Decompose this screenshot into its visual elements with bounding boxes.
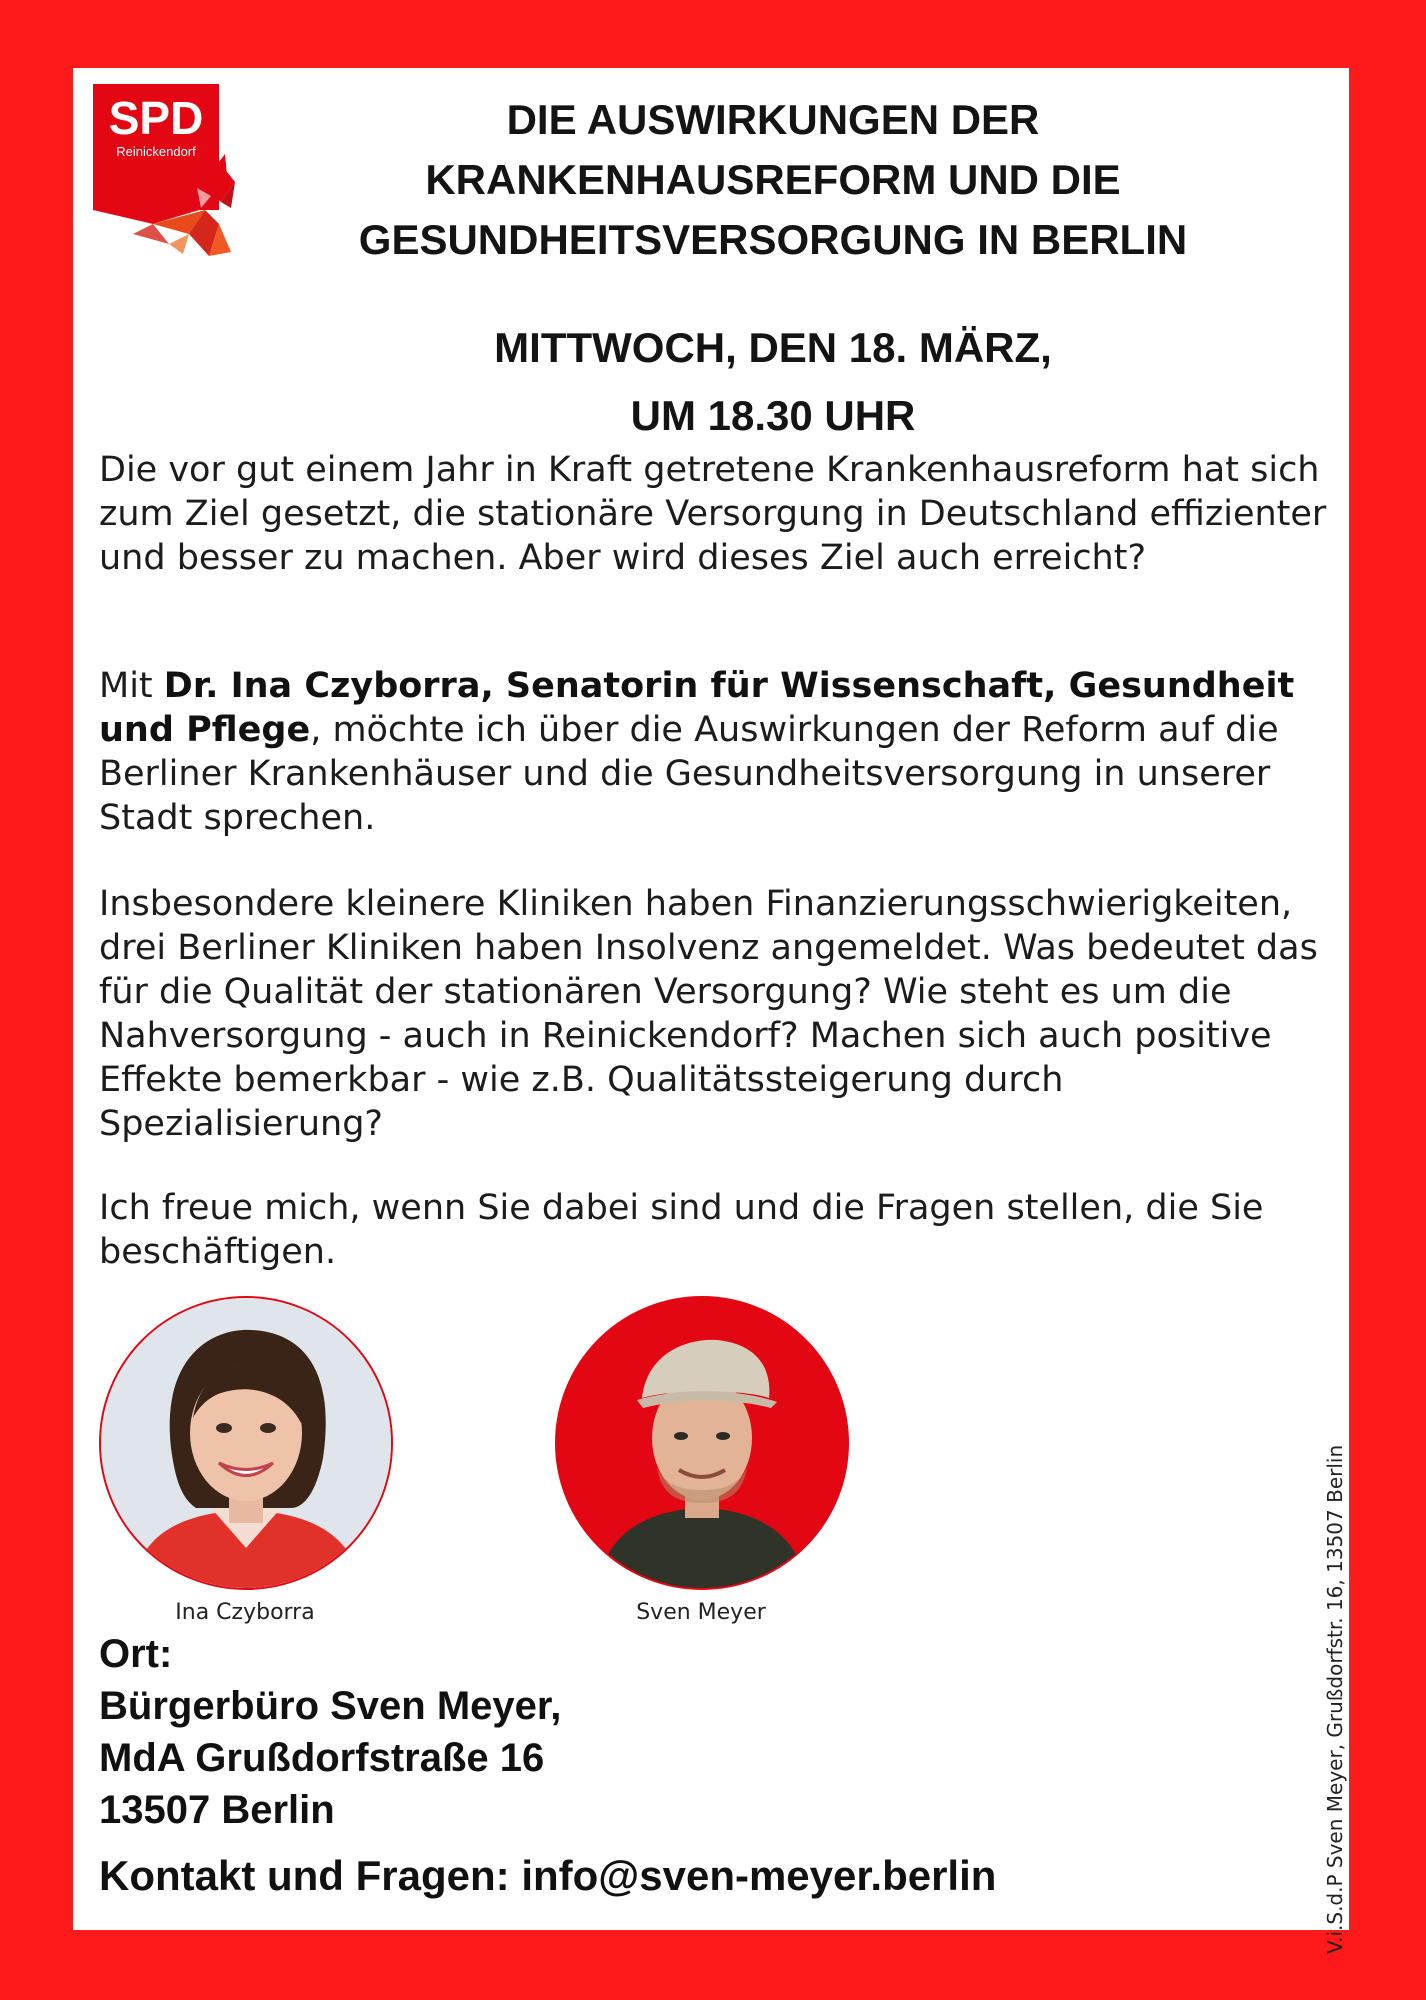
- location-block: [99, 1628, 561, 1836]
- intro-paragraph: Die vor gut einem Jahr in Kraft getretene Krankenhausreform hat sich zum Ziel gesetzt, die stationäre Versorgung in Deutschland effizienter und besser zu machen. Aber wird dieses Ziel auch erreicht?: [99, 450, 1327, 578]
- speaker-caption: Sven Meyer: [636, 1600, 766, 1625]
- event-title: [223, 90, 1323, 270]
- title-line: KRANKENHAUSREFORM UND DIE: [425, 156, 1121, 203]
- speaker-caption: Ina Czyborra: [175, 1600, 315, 1625]
- speaker-photo-czyborra: [99, 1296, 393, 1590]
- location-line: 13507 Berlin: [99, 1788, 335, 1832]
- guest-paragraph: [99, 664, 1339, 840]
- logo-brand-text: SPD: [108, 92, 204, 144]
- speaker-photo-meyer: [555, 1296, 849, 1590]
- location-line: Bürgerbüro Sven Meyer,: [99, 1684, 562, 1728]
- spd-logo: [93, 84, 235, 258]
- logo-sub-text: Reinickendorf: [116, 144, 196, 159]
- event-date: MITTWOCH, DEN 18. MÄRZ,: [494, 324, 1052, 371]
- guest-name-bold: Dr. Ina Czyborra, Senatorin für Wissenschaft, Gesundheit und Pflege: [99, 666, 1295, 750]
- invitation-paragraph: Ich freue mich, wenn Sie dabei sind und die Fragen stellen, die Sie beschäftigen.: [99, 1188, 1264, 1272]
- flyer-sheet: [73, 68, 1349, 1954]
- portrait-woman-image: [101, 1298, 391, 1588]
- imprint-text: V.i.S.d.P Sven Meyer, Grußdorfstr. 16, 13507 Berlin: [1323, 1444, 1347, 1954]
- guest-paragraph-prefix: Mit: [99, 666, 164, 706]
- location-line: MdA Grußdorfstraße 16: [99, 1736, 545, 1780]
- title-line: DIE AUSWIRKUNGEN DER: [506, 96, 1040, 143]
- guest-paragraph-suffix: , möchte ich über die Auswirkungen der Reform auf die Berliner Krankenhäuser und die Gesundheitsversorgung in unserer Stadt sprechen.: [99, 710, 1279, 838]
- location-heading: Ort:: [99, 1632, 173, 1676]
- title-line: GESUNDHEITSVERSORGUNG IN BERLIN: [358, 216, 1188, 263]
- contact-line: Kontakt und Fragen: info@sven-meyer.berlin: [99, 1852, 997, 1899]
- portrait-man-image: [557, 1298, 847, 1588]
- questions-paragraph: Insbesondere kleinere Kliniken haben Finanzierungsschwierigkeiten, drei Berliner Kliniken haben Insolvenz angemeldet. Was bedeutet das für die Qualität der stationären Versorgung? Wie steht es um die Nahversorgung - auch in Reinickendorf? Machen sich auch positive Effekte bemerkbar - wie z.B. Qualitätssteigerung durch Spezialisierung?: [99, 884, 1318, 1144]
- event-time: UM 18.30 UHR: [630, 392, 916, 439]
